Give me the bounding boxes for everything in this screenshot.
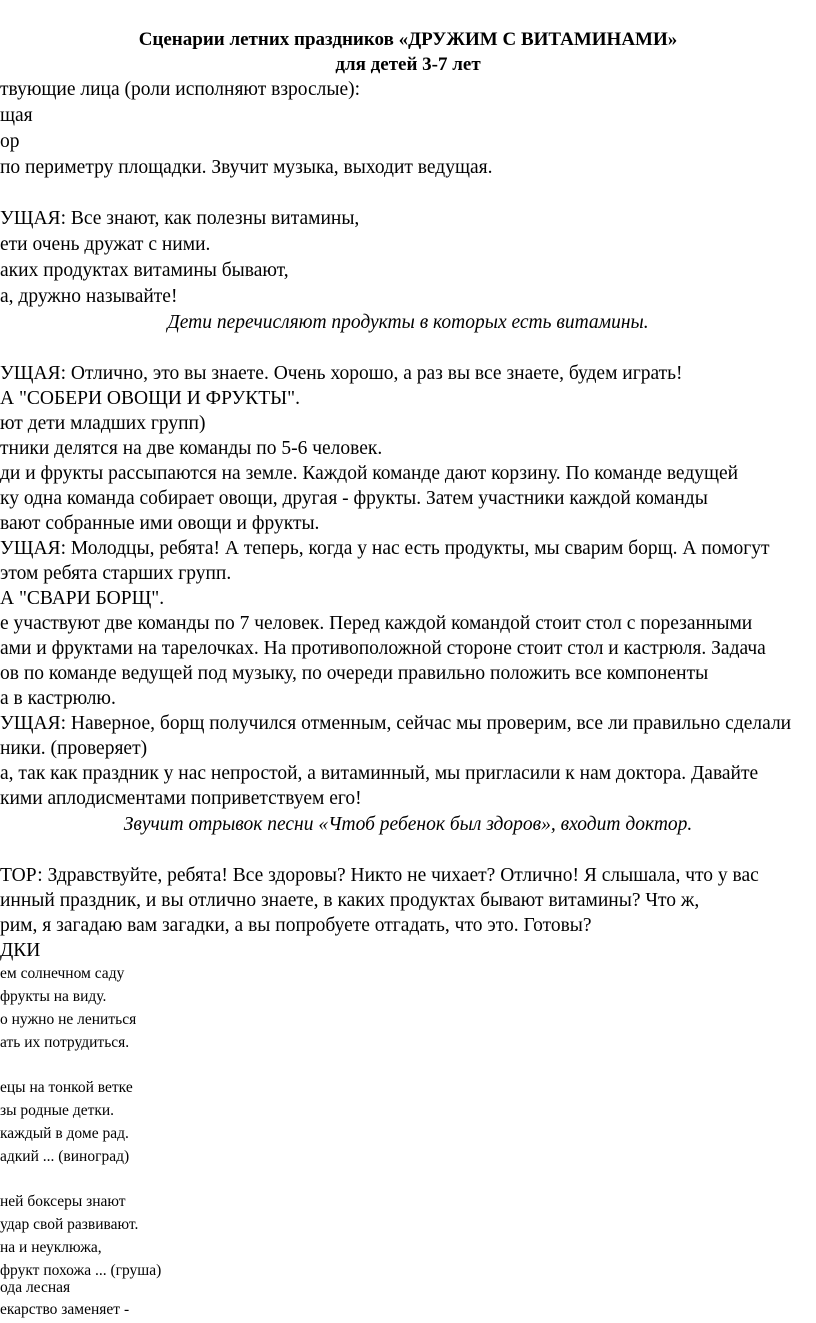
text-line: ТОР: Здравствуйте, ребята! Все здоровы? Никто не чихает? Отлично! Я слышала, что у вас <box>0 865 759 886</box>
riddle-line: фрукты на виду. <box>0 988 107 1005</box>
text-line: по периметру площадки. Звучит музыка, выходит ведущая. <box>0 157 493 178</box>
text-line: ети очень дружат с ними. <box>0 234 211 255</box>
text-line: инный праздник, и вы отлично знаете, в каких продуктах бывают витамины? Что ж, <box>0 890 700 911</box>
text-line: УЩАЯ: Все знают, как полезны витамины, <box>0 208 360 229</box>
text-line: твующие лица (роли исполняют взрослые): <box>0 79 361 100</box>
text-line: ами и фруктами на тарелочках. На противоположной стороне стоит стол и кастрюля. Задача <box>0 638 766 659</box>
text-line: А "СВАРИ БОРЩ". <box>0 588 165 609</box>
riddle-line: ать их потрудиться. <box>0 1034 130 1051</box>
riddle-line: ем солнечном саду <box>0 965 125 982</box>
riddle-line: удар свой развивают. <box>0 1216 139 1233</box>
text-line: УЩАЯ: Молодцы, ребята! А теперь, когда у нас есть продукты, мы сварим борщ. А помогут <box>0 538 770 559</box>
document-subtitle: для детей 3-7 лет <box>335 54 481 75</box>
text-line: УЩАЯ: Наверное, борщ получился отменным, сейчас мы проверим, все ли правильно сделали <box>0 713 792 734</box>
stage-direction: Звучит отрывок песни «Чтоб ребенок был здоров», входит доктор. <box>123 814 693 835</box>
riddle-line: ней боксеры знают <box>0 1193 126 1210</box>
riddle-line: зы родные детки. <box>0 1102 115 1119</box>
text-line: а, дружно называйте! <box>0 286 178 307</box>
riddle-line: на и неуклюжа, <box>0 1239 102 1256</box>
riddle-line: фрукт похожа ... (груша) <box>0 1262 162 1279</box>
text-line: кими аплодисментами поприветствуем его! <box>0 788 362 809</box>
text-line: а в кастрюлю. <box>0 688 116 709</box>
riddle-line: ецы на тонкой ветке <box>0 1079 133 1096</box>
text-line: е участвуют две команды по 7 человек. Перед каждой командой стоит стол с порезанными <box>0 613 753 634</box>
stage-direction: Дети перечисляют продукты в которых есть витамины. <box>167 312 649 333</box>
riddle-line: каждый в доме рад. <box>0 1125 129 1142</box>
text-line: ор <box>0 131 20 152</box>
document-title: Сценарии летних праздников «ДРУЖИМ С ВИТАМИНАМИ» <box>138 29 678 50</box>
text-line: рим, я загадаю вам загадки, а вы попробуете отгадать, что это. Готовы? <box>0 915 592 936</box>
text-line: аких продуктах витамины бывают, <box>0 260 289 281</box>
text-line: ники. (проверяет) <box>0 738 148 759</box>
text-line: этом ребята старших групп. <box>0 563 232 584</box>
text-line: УЩАЯ: Отлично, это вы знаете. Очень хорошо, а раз вы все знаете, будем играть! <box>0 363 683 384</box>
riddle-line: о нужно не лениться <box>0 1011 137 1028</box>
text-line: а, так как праздник у нас непростой, а витаминный, мы пригласили к нам доктора. Давайте <box>0 763 759 784</box>
riddle-line: екарство заменяет - <box>0 1301 130 1318</box>
text-line: ов по команде ведущей под музыку, по очереди правильно положить все компоненты <box>0 663 709 684</box>
text-line: ку одна команда собирает овощи, другая - фрукты. Затем участники каждой команды <box>0 488 708 509</box>
riddle-line: адкий ... (виноград) <box>0 1148 130 1165</box>
text-line: ди и фрукты рассыпаются на земле. Каждой команде дают корзину. По команде ведущей <box>0 463 739 484</box>
text-line: щая <box>0 105 33 126</box>
text-line: тники делятся на две команды по 5-6 человек. <box>0 438 383 459</box>
text-line: вают собранные ими овощи и фрукты. <box>0 513 320 534</box>
riddle-line: ода лесная <box>0 1279 71 1296</box>
text-line: А "СОБЕРИ ОВОЩИ И ФРУКТЫ". <box>0 388 301 409</box>
riddles-heading: ДКИ <box>0 940 41 961</box>
text-line: ют дети младших групп) <box>0 413 206 434</box>
